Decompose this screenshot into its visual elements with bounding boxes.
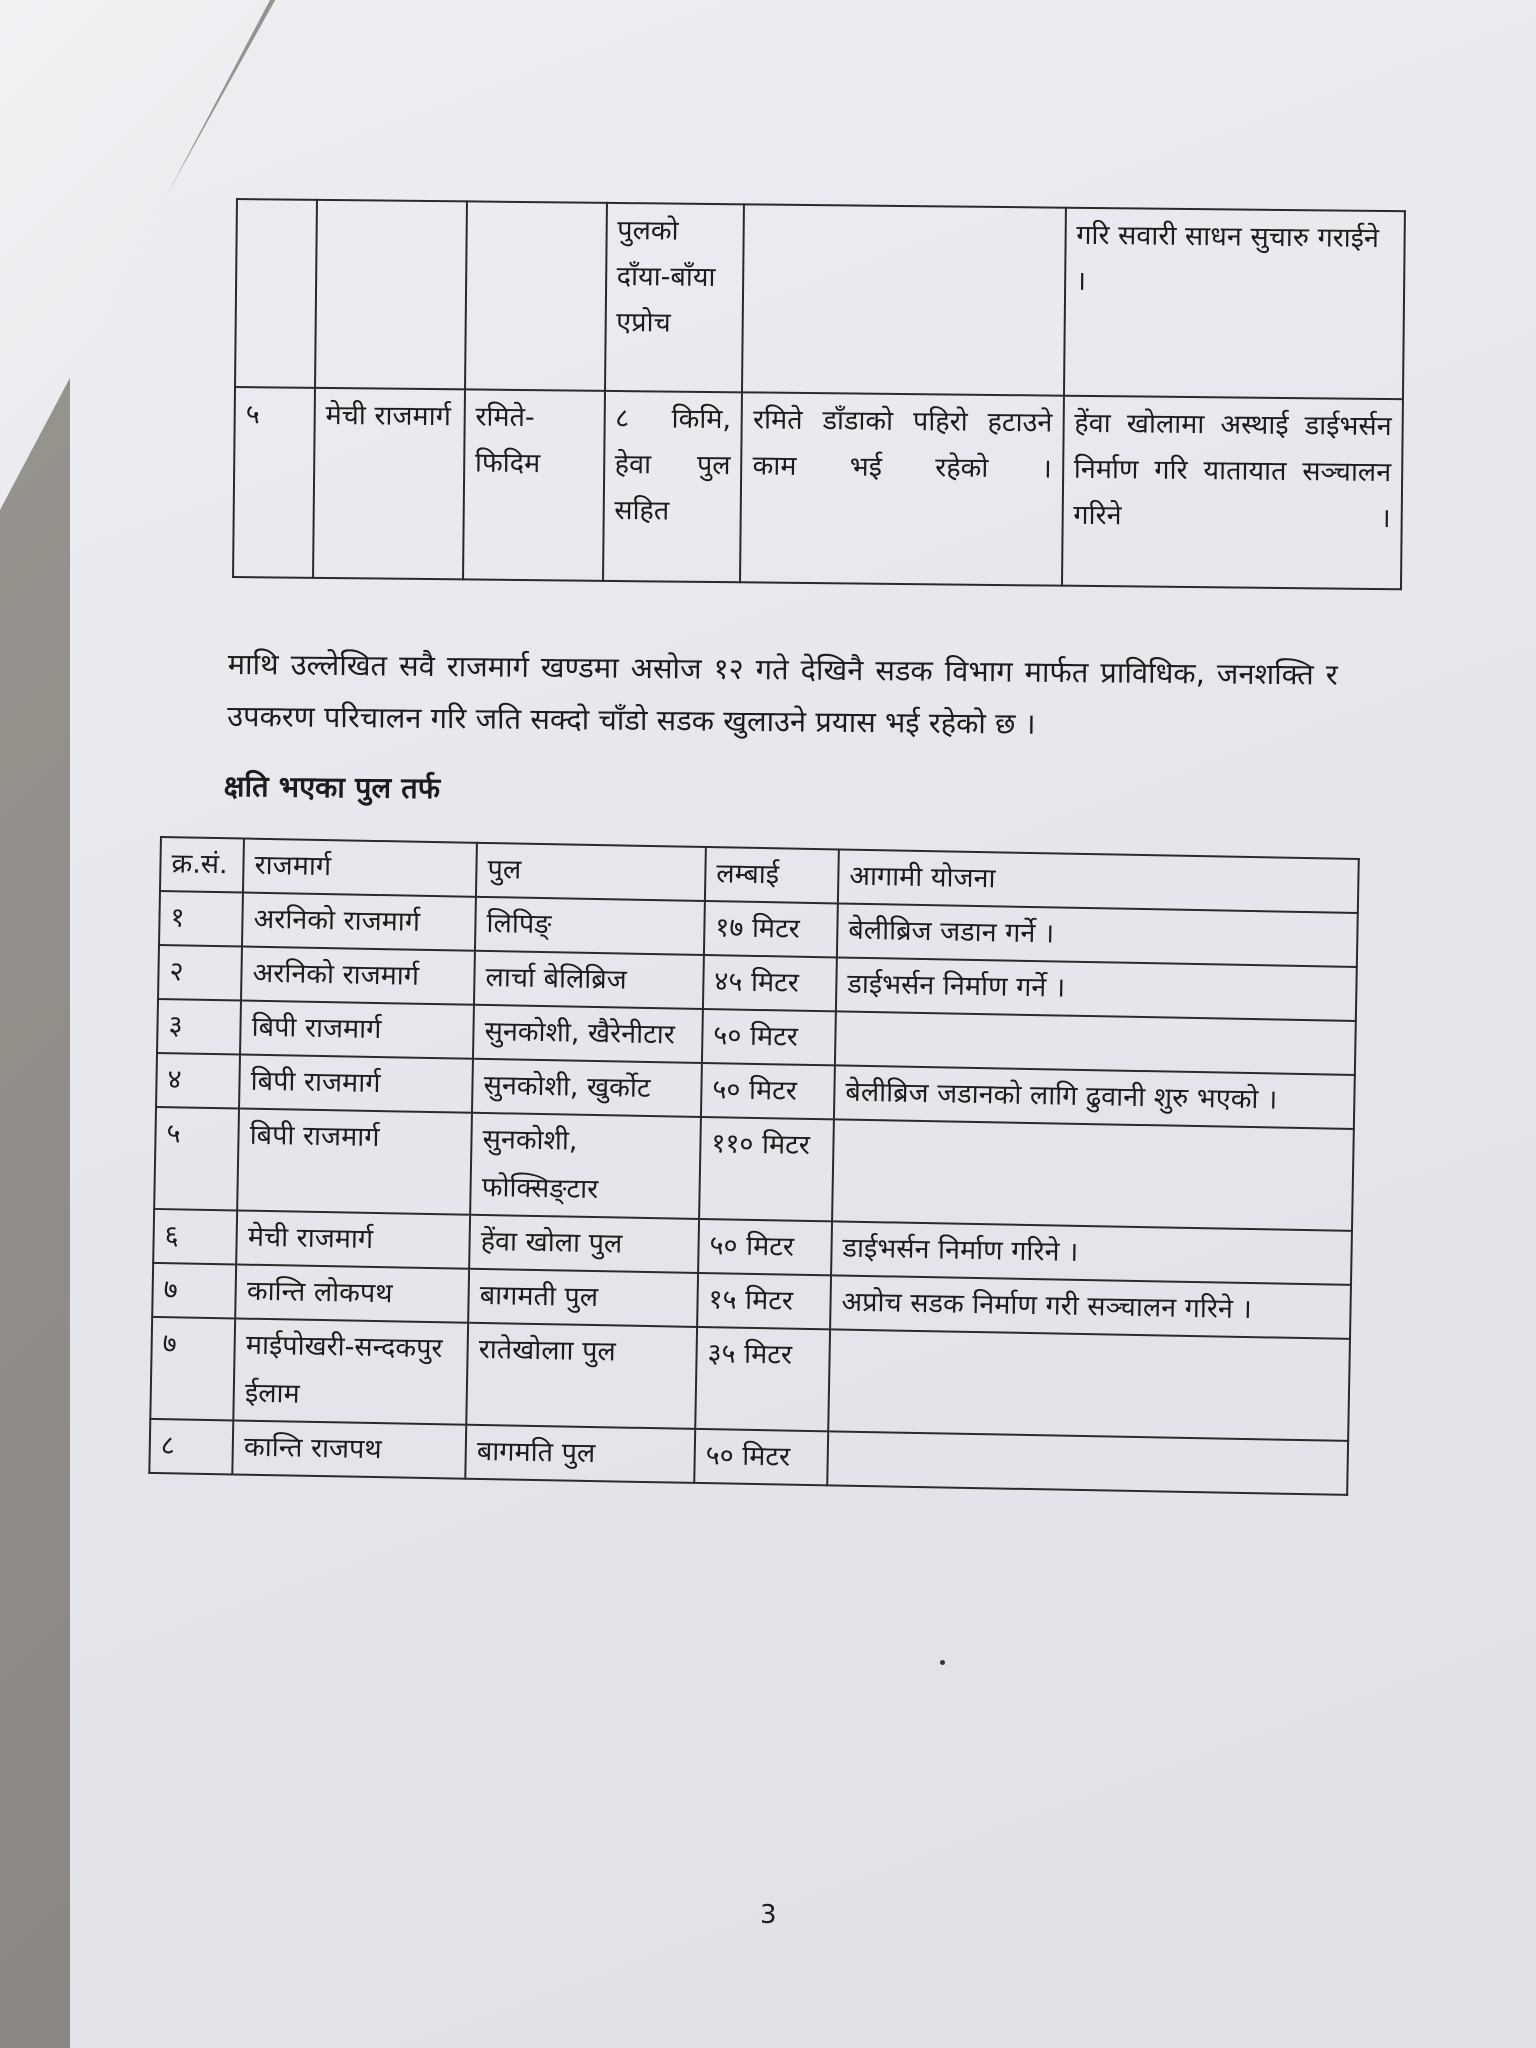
- column-header: लम्बाई: [705, 847, 839, 903]
- cell-no: ४: [156, 1053, 240, 1109]
- cell-bridge: बागमती पुल: [468, 1269, 698, 1327]
- cell-status: रमिते डाँडाको पहिरो हटाउने काम भई रहेको ।: [740, 392, 1063, 585]
- cell-plan: बेलीब्रिज जडान गर्ने ।: [837, 903, 1358, 967]
- cell-highway: बिपी राजमार्ग: [240, 1001, 474, 1059]
- body-paragraph: माथि उल्लेखित सवै राजमार्ग खण्डमा असोज १२ गते देखिनै सडक विभाग मार्फत प्राविधिक, जनशक्ति र उपकरण परिचालन गरि जति सक्दो चाँडो सडक खुलाउने प्रयास भई रहेको छ ।: [227, 646, 1338, 741]
- cell-bridge: बागमति पुल: [465, 1425, 695, 1483]
- damaged-bridges-table: [148, 836, 1359, 1496]
- column-header: आगामी योजना: [838, 849, 1359, 913]
- cell-no: ८: [149, 1419, 233, 1475]
- cell-plan: बेलीब्रिज जडानको लागि ढुवानी शुरु भएको ।: [834, 1065, 1355, 1129]
- cell-plan: अप्रोच सडक निर्माण गरी सञ्चालन गरिने ।: [830, 1275, 1351, 1339]
- page-number: 3: [760, 1900, 777, 1930]
- cell-length: ४५ मिटर: [703, 955, 837, 1011]
- cell-highway: बिपी राजमार्ग: [237, 1108, 472, 1214]
- cell-plan: डाईभर्सन निर्माण गरिने ।: [831, 1221, 1352, 1285]
- cell-no: ३: [157, 999, 241, 1055]
- cell-plan: [827, 1431, 1348, 1495]
- column-header: पुल: [476, 843, 706, 901]
- cell-bridge: सुनकोशी, खुर्कोट: [472, 1059, 702, 1117]
- cell-no: ५: [154, 1107, 239, 1211]
- cell-plan: हेंवा खोलामा अस्थाई डाईभर्सन निर्माण गरि यातायात सञ्चालन गरिने ।: [1062, 396, 1403, 590]
- cell-bridge: रातेखोलाा पुल: [466, 1323, 697, 1429]
- cell-no: २: [158, 945, 242, 1001]
- cell-bridge: लिपिङ्: [475, 897, 705, 955]
- cell-plan: [835, 1011, 1356, 1075]
- cell-bridge: हेंवा खोला पुल: [469, 1215, 699, 1273]
- cell-length: १७ मिटर: [704, 901, 838, 957]
- cell-section: रमिते-फिदिम: [463, 389, 605, 580]
- cell-plan: [832, 1119, 1354, 1231]
- road-status-table-continued: [232, 198, 1406, 590]
- table-row: [233, 387, 1403, 589]
- table-row: [235, 199, 1405, 399]
- cell-highway: कान्ति राजपथ: [233, 1420, 467, 1478]
- cell-plan: डाईभर्सन निर्माण गर्ने ।: [836, 957, 1357, 1021]
- cell-section: [465, 201, 607, 390]
- cell-highway: माईपोखरी-सन्दकपुर ईलाम: [233, 1318, 468, 1424]
- column-header: राजमार्ग: [243, 839, 477, 897]
- cell-bridge: सुनकोशी, फोक्सिङ्टार: [470, 1113, 701, 1219]
- cell-plan: [828, 1329, 1350, 1441]
- cell-highway: [315, 200, 467, 390]
- cell-length: ५० मिटर: [702, 1009, 836, 1065]
- cell-length: ५० मिटर: [701, 1063, 835, 1119]
- cell-no: ७: [152, 1263, 236, 1319]
- cell-plan: गरि सवारी साधन सुचारु गराईने ।: [1064, 208, 1405, 400]
- cell-length: ५० मिटर: [694, 1429, 828, 1485]
- cell-highway: कान्ति लोकपथ: [235, 1264, 469, 1322]
- cell-no: ५: [233, 387, 315, 578]
- cell-highway: अरनिको राजमार्ग: [242, 893, 476, 951]
- cell-highway: मेची राजमार्ग: [236, 1210, 470, 1268]
- cell-bridge: सुनकोशी, खैरेनीटार: [473, 1005, 703, 1063]
- section-heading: क्षति भएका पुल तर्फ: [223, 768, 441, 806]
- cell-highway: अरनिको राजमार्ग: [241, 947, 475, 1005]
- ink-speck: [940, 1660, 945, 1665]
- cell-length: ११० मिटर: [699, 1117, 834, 1221]
- cell-length: पुलको दाँया-बाँया एप्रोच: [605, 203, 745, 392]
- cell-length: ५० मिटर: [698, 1219, 832, 1275]
- cell-length: ८ किमि, हेवा पुल सहित: [603, 391, 743, 582]
- cell-highway: मेची राजमार्ग: [313, 388, 465, 580]
- cell-length: ३५ मिटर: [695, 1327, 830, 1431]
- cell-bridge: लार्चा बेलिब्रिज: [474, 951, 704, 1009]
- cell-no: ७: [150, 1317, 235, 1421]
- column-header: क्र.सं.: [160, 837, 244, 893]
- cell-no: [235, 199, 317, 388]
- cell-no: ६: [153, 1209, 237, 1265]
- cell-status: [742, 204, 1065, 395]
- cell-highway: बिपी राजमार्ग: [239, 1055, 473, 1113]
- cell-no: १: [159, 891, 243, 947]
- cell-length: १५ मिटर: [697, 1273, 831, 1329]
